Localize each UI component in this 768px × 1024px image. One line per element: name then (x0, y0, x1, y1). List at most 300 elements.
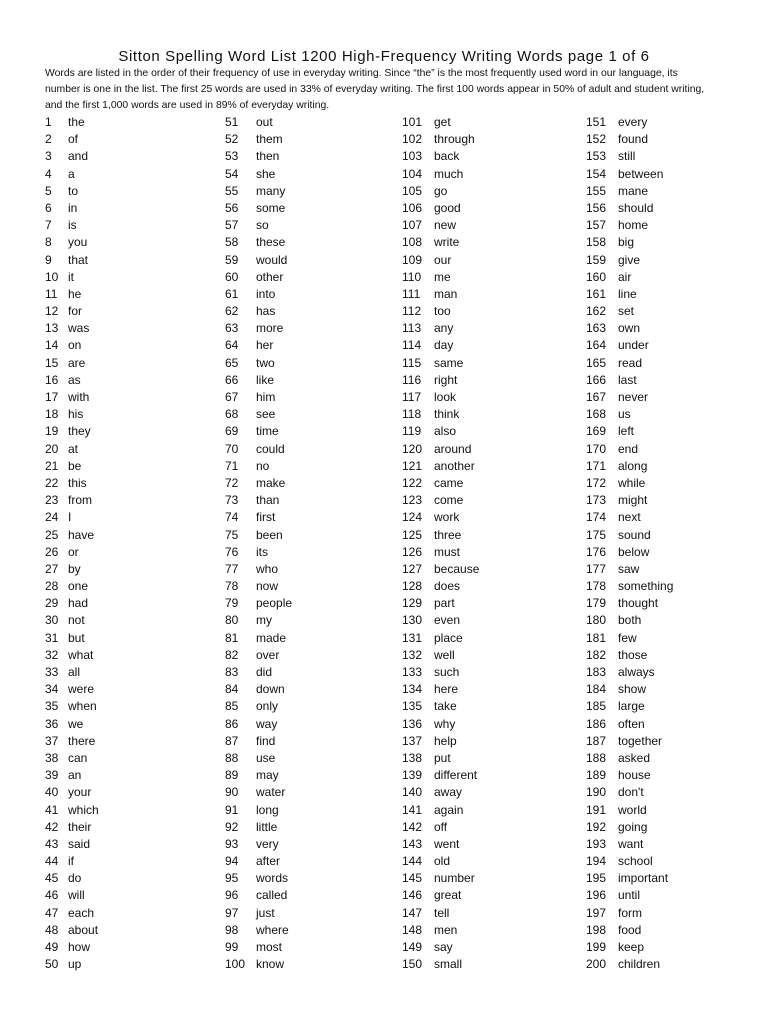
list-item (402, 561, 572, 578)
list-item (402, 802, 572, 819)
word-rank: 192 (586, 819, 607, 834)
word-text: of (68, 132, 79, 147)
list-item (586, 956, 756, 973)
list-item (586, 148, 756, 165)
list-item (45, 905, 215, 922)
word-rank: 191 (586, 802, 607, 817)
word-text: most (256, 940, 283, 954)
word-rank: 100 (225, 957, 246, 972)
list-item (586, 372, 756, 389)
word-rank: 67 (225, 390, 239, 404)
list-item (45, 303, 215, 320)
word-text: down (256, 682, 285, 697)
list-item (586, 939, 756, 956)
list-item (45, 767, 215, 784)
word-text: when (68, 699, 97, 714)
list-item (45, 183, 215, 200)
list-item (225, 183, 395, 200)
word-rank: 73 (225, 493, 239, 508)
list-item (402, 320, 572, 337)
word-rank: 66 (225, 372, 239, 387)
list-item (586, 286, 756, 303)
word-rank: 20 (45, 441, 59, 456)
list-item (225, 475, 395, 492)
word-rank: 33 (45, 665, 59, 679)
word-rank: 52 (225, 132, 239, 147)
word-text: were (68, 682, 95, 697)
word-text: for (68, 304, 83, 319)
word-text: write (434, 235, 460, 250)
word-text: never (618, 390, 649, 404)
word-text: time (256, 424, 279, 439)
word-rank: 169 (586, 424, 607, 439)
word-text: came (434, 475, 464, 490)
word-text: one (68, 579, 89, 594)
list-item (45, 406, 215, 423)
word-text: than (256, 493, 280, 508)
list-item (586, 423, 756, 440)
word-rank: 108 (402, 235, 423, 250)
list-item (45, 458, 215, 475)
word-text: end (618, 441, 639, 456)
word-rank: 59 (225, 252, 239, 267)
word-rank: 75 (225, 527, 239, 542)
word-text: below (618, 544, 650, 559)
word-rank: 45 (45, 871, 59, 886)
word-rank: 22 (45, 475, 59, 490)
list-item (225, 595, 395, 612)
list-item (586, 716, 756, 733)
word-rank: 32 (45, 647, 59, 662)
list-item (45, 595, 215, 612)
list-item (45, 870, 215, 887)
word-rank: 3 (45, 149, 52, 164)
list-item (225, 372, 395, 389)
word-text: and (68, 149, 89, 164)
word-rank: 53 (225, 149, 239, 164)
word-rank: 65 (225, 355, 239, 370)
word-rank: 27 (45, 561, 59, 576)
word-text: together (618, 733, 663, 748)
list-item (225, 492, 395, 509)
word-text: between (618, 166, 664, 181)
word-text: under (618, 338, 649, 353)
word-text: keep (618, 940, 645, 954)
word-text: there (68, 733, 96, 748)
word-rank: 98 (225, 922, 239, 937)
word-rank: 13 (45, 321, 59, 336)
list-item (225, 252, 395, 269)
word-rank: 92 (225, 819, 239, 834)
word-rank: 81 (225, 630, 239, 645)
list-item (225, 939, 395, 956)
list-item (402, 716, 572, 733)
word-text: put (434, 750, 451, 765)
word-rank: 154 (586, 166, 607, 181)
word-rank: 170 (586, 441, 607, 456)
word-text: are (68, 355, 86, 370)
word-rank: 96 (225, 888, 239, 903)
word-text: she (256, 166, 276, 181)
word-rank: 149 (402, 940, 423, 954)
word-rank: 162 (586, 304, 607, 319)
word-text: those (618, 647, 648, 662)
word-text: may (256, 768, 279, 783)
word-rank: 140 (402, 785, 423, 800)
word-rank: 132 (402, 647, 423, 662)
word-text: her (256, 338, 274, 353)
list-item (586, 664, 756, 681)
word-rank: 136 (402, 716, 423, 731)
word-rank: 198 (586, 922, 607, 937)
intro-line: Words are listed in the order of their frequency of use in everyday writing. Since “the” is the most frequently used word in our language, its (45, 68, 678, 79)
word-rank: 9 (45, 252, 52, 267)
word-text: world (618, 802, 647, 817)
word-rank: 51 (225, 115, 239, 129)
word-rank: 183 (586, 665, 607, 679)
word-text: see (256, 407, 276, 422)
word-text: can (68, 750, 88, 765)
word-text: does (434, 579, 461, 594)
word-rank: 47 (45, 905, 59, 920)
list-item (402, 647, 572, 664)
word-text: its (256, 544, 268, 559)
list-item (45, 148, 215, 165)
list-item (45, 544, 215, 561)
word-text: me (434, 269, 451, 284)
word-rank: 121 (402, 458, 423, 473)
word-rank: 2 (45, 132, 52, 147)
list-item (225, 509, 395, 526)
word-text: left (618, 424, 635, 439)
list-item (225, 148, 395, 165)
word-rank: 164 (586, 338, 607, 353)
word-text: also (434, 424, 457, 439)
list-item (402, 527, 572, 544)
word-text: too (434, 304, 451, 319)
list-item (586, 922, 756, 939)
word-text: like (256, 372, 275, 387)
list-item (586, 733, 756, 750)
word-text: which (68, 802, 99, 817)
list-item (45, 681, 215, 698)
word-text: called (256, 888, 288, 903)
word-text: some (256, 200, 286, 215)
word-text: important (618, 871, 669, 886)
word-rank: 31 (45, 630, 59, 645)
list-item (402, 423, 572, 440)
list-item (402, 166, 572, 183)
list-item (45, 561, 215, 578)
word-rank: 90 (225, 785, 239, 800)
list-item (225, 630, 395, 647)
list-item (586, 441, 756, 458)
word-rank: 25 (45, 527, 59, 542)
word-text: his (68, 407, 84, 422)
list-item (225, 389, 395, 406)
word-text: through (434, 132, 475, 147)
list-item (225, 733, 395, 750)
word-text: want (618, 836, 644, 851)
word-rank: 72 (225, 475, 239, 490)
list-item (402, 131, 572, 148)
list-item (225, 905, 395, 922)
word-text: on (68, 338, 82, 353)
word-rank: 150 (402, 957, 423, 972)
word-rank: 12 (45, 304, 59, 319)
word-rank: 172 (586, 475, 607, 490)
list-item (586, 166, 756, 183)
word-rank: 153 (586, 149, 607, 164)
word-text: off (434, 819, 448, 834)
word-text: here (434, 682, 459, 697)
word-rank: 176 (586, 544, 607, 559)
word-text: do (68, 871, 82, 886)
word-text: you (68, 235, 88, 250)
list-item (586, 355, 756, 372)
list-item (45, 492, 215, 509)
list-item (45, 131, 215, 148)
word-text: would (256, 252, 288, 267)
list-item (225, 870, 395, 887)
word-text: words (256, 871, 289, 886)
word-text: every (618, 115, 648, 129)
word-rank: 87 (225, 733, 239, 748)
list-item (45, 922, 215, 939)
list-item (45, 217, 215, 234)
list-item (586, 698, 756, 715)
word-rank: 68 (225, 407, 239, 422)
word-text: I (68, 510, 72, 525)
list-item (402, 905, 572, 922)
word-rank: 179 (586, 596, 607, 611)
list-item (402, 612, 572, 629)
word-text: over (256, 647, 280, 662)
word-text: had (68, 596, 89, 611)
word-rank: 107 (402, 218, 423, 233)
word-text: out (256, 115, 273, 129)
word-text: that (68, 252, 89, 267)
word-text: school (618, 854, 653, 869)
word-text: will (68, 888, 85, 903)
word-rank: 115 (402, 355, 422, 370)
word-text: still (618, 149, 636, 164)
word-text: be (68, 458, 82, 473)
list-item (402, 337, 572, 354)
word-text: but (68, 630, 85, 645)
word-text: little (256, 819, 278, 834)
list-item (45, 234, 215, 251)
word-rank: 102 (402, 132, 423, 147)
word-rank: 166 (586, 372, 607, 387)
word-text: him (256, 390, 276, 404)
list-item (586, 492, 756, 509)
word-text: could (256, 441, 285, 456)
word-text: tell (434, 905, 450, 920)
word-rank: 54 (225, 166, 239, 181)
word-text: again (434, 802, 464, 817)
list-item (45, 836, 215, 853)
word-text: great (434, 888, 462, 903)
word-text: own (618, 321, 641, 336)
list-item (225, 544, 395, 561)
list-item (402, 458, 572, 475)
word-text: saw (618, 561, 640, 576)
word-rank: 185 (586, 699, 607, 714)
list-item (225, 527, 395, 544)
list-item (402, 217, 572, 234)
word-rank: 89 (225, 768, 239, 783)
list-item (402, 183, 572, 200)
word-rank: 37 (45, 733, 59, 748)
word-rank: 186 (586, 716, 607, 731)
word-rank: 84 (225, 682, 239, 697)
word-text: water (256, 785, 286, 800)
word-rank: 182 (586, 647, 607, 662)
word-text: few (618, 630, 637, 645)
word-text: often (618, 716, 645, 731)
list-item (402, 372, 572, 389)
word-rank: 117 (402, 390, 422, 404)
word-rank: 133 (402, 665, 423, 679)
word-text: away (434, 785, 463, 800)
word-text: both (618, 613, 642, 628)
list-item (45, 372, 215, 389)
word-rank: 61 (225, 286, 239, 301)
word-text: each (68, 905, 95, 920)
word-text: the (68, 115, 85, 129)
word-text: made (256, 630, 287, 645)
word-text: have (68, 527, 95, 542)
word-rank: 8 (45, 235, 52, 250)
word-text: men (434, 922, 458, 937)
word-text: small (434, 957, 463, 972)
word-rank: 165 (586, 355, 607, 370)
word-text: next (618, 510, 641, 525)
list-item (225, 750, 395, 767)
list-item (45, 956, 215, 973)
word-text: he (68, 286, 82, 301)
list-item (45, 819, 215, 836)
word-text: different (434, 768, 478, 783)
word-rank: 18 (45, 407, 59, 422)
word-rank: 124 (402, 510, 423, 525)
list-item (586, 905, 756, 922)
word-rank: 175 (586, 527, 607, 542)
word-text: along (618, 458, 648, 473)
word-text: people (256, 596, 293, 611)
word-rank: 71 (225, 458, 239, 473)
word-rank: 131 (402, 630, 423, 645)
list-item (225, 698, 395, 715)
word-text: our (434, 252, 452, 267)
word-text: them (256, 132, 283, 147)
list-item (586, 527, 756, 544)
list-item (225, 234, 395, 251)
word-rank: 113 (402, 321, 422, 336)
word-text: big (618, 235, 635, 250)
word-text: with (68, 390, 90, 404)
word-text: asked (618, 750, 651, 765)
word-rank: 95 (225, 871, 239, 886)
word-text: because (434, 561, 480, 576)
word-text: many (256, 183, 286, 198)
list-item (45, 802, 215, 819)
word-rank: 139 (402, 768, 423, 783)
word-rank: 199 (586, 940, 607, 954)
list-item (586, 389, 756, 406)
word-rank: 39 (45, 768, 59, 783)
word-text: by (68, 561, 81, 576)
list-item (402, 303, 572, 320)
list-item (225, 578, 395, 595)
word-text: in (68, 200, 78, 215)
word-text: did (256, 665, 273, 679)
word-rank: 43 (45, 836, 59, 851)
list-item (586, 836, 756, 853)
word-column-4 (586, 114, 756, 973)
word-text: two (256, 355, 275, 370)
list-item (586, 887, 756, 904)
list-item (402, 887, 572, 904)
list-item (402, 475, 572, 492)
word-text: my (256, 613, 272, 628)
word-rank: 189 (586, 768, 607, 783)
list-item (45, 733, 215, 750)
word-text: up (68, 957, 82, 972)
list-item (225, 320, 395, 337)
list-item (402, 750, 572, 767)
list-item (402, 853, 572, 870)
word-text: now (256, 579, 279, 594)
word-text: their (68, 819, 92, 834)
word-rank: 15 (45, 355, 59, 370)
list-item (45, 578, 215, 595)
word-text: give (618, 252, 641, 267)
list-item (225, 887, 395, 904)
word-rank: 148 (402, 922, 423, 937)
word-text: then (256, 149, 280, 164)
word-text: been (256, 527, 283, 542)
list-item (45, 509, 215, 526)
word-rank: 138 (402, 750, 423, 765)
word-rank: 167 (586, 390, 607, 404)
word-rank: 122 (402, 475, 423, 490)
word-text: way (256, 716, 278, 731)
intro-line: and the first 1,000 words are used in 89% of everyday writing. (45, 100, 330, 111)
word-rank: 58 (225, 235, 239, 250)
word-text: more (256, 321, 284, 336)
word-text: set (618, 304, 635, 319)
word-rank: 82 (225, 647, 239, 662)
word-rank: 55 (225, 183, 239, 198)
word-text: an (68, 768, 82, 783)
word-text: children (618, 957, 661, 972)
list-item (225, 561, 395, 578)
list-item (45, 166, 215, 183)
word-text: from (68, 493, 92, 508)
word-text: go (434, 183, 448, 198)
word-text: find (256, 733, 276, 748)
list-item (586, 303, 756, 320)
word-rank: 83 (225, 665, 239, 679)
word-rank: 78 (225, 579, 239, 594)
word-column-2 (225, 114, 395, 973)
list-item (586, 200, 756, 217)
word-text: good (434, 200, 461, 215)
list-item (402, 269, 572, 286)
list-item (45, 200, 215, 217)
